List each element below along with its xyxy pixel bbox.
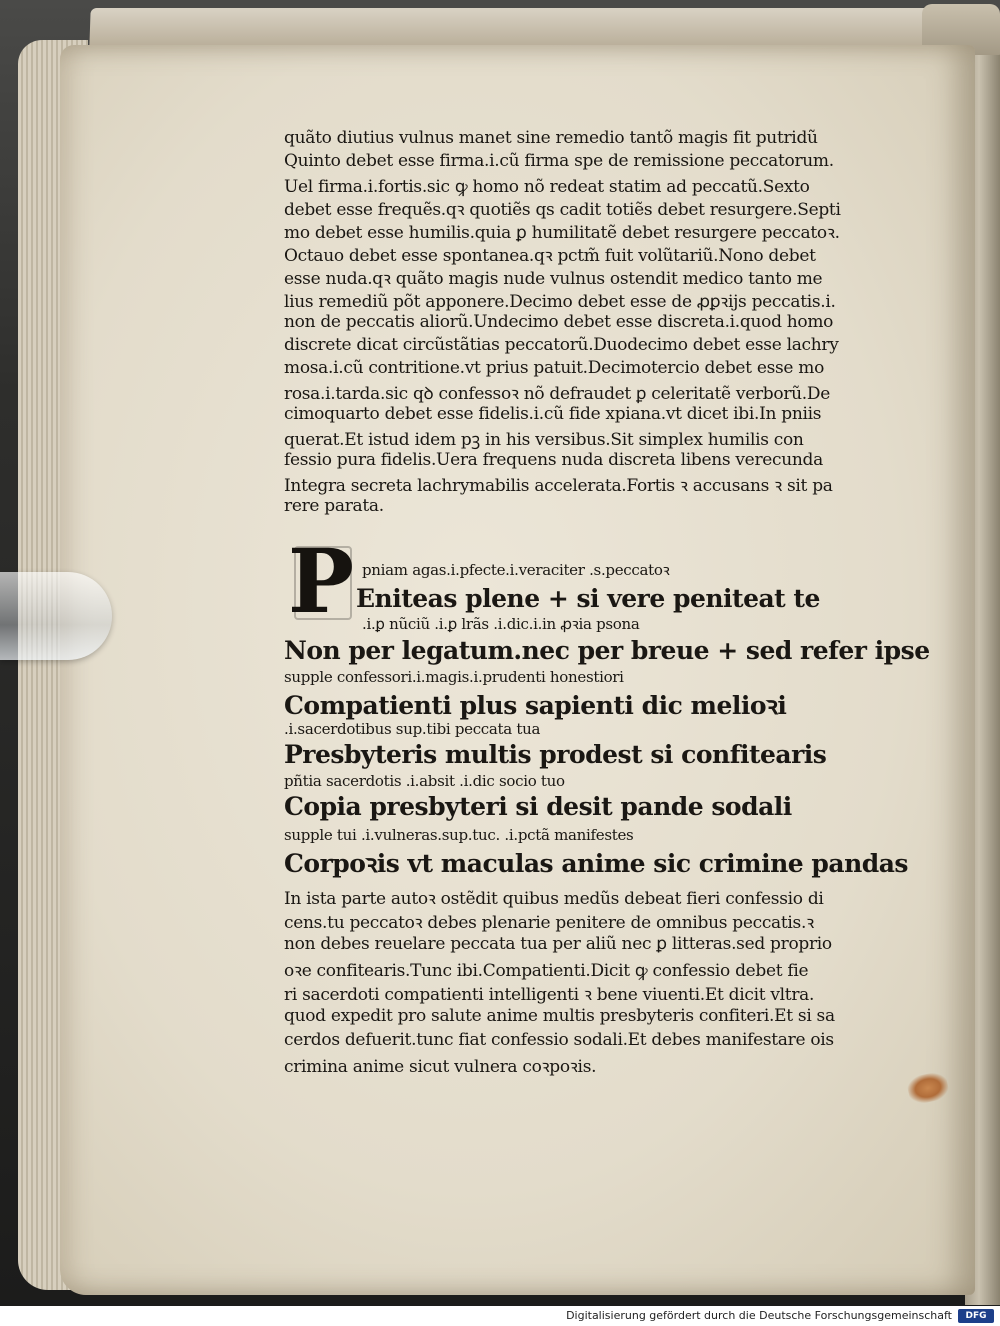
commentary-line: non de peccatis aliorũ.Undecimo debet esse discreta.i.quod homo	[284, 312, 834, 332]
footer-bar	[0, 1306, 1000, 1326]
commentary-line: rere parata.	[284, 496, 384, 516]
exposition-line: crimina anime sicut vulnera coꝛpoꝛis.	[284, 1057, 597, 1077]
commentary-line: Octauo debet esse spontanea.qꝛ pctm̃ fuit volũtariũ.Nono debet	[284, 246, 816, 266]
verse-line: Copia presbyteri si desit pande sodali	[284, 792, 792, 821]
commentary-line: mosa.i.cũ contritione.vt prius patuit.Decimotercio debet esse mo	[284, 358, 825, 378]
commentary-line: esse nuda.qꝛ quãto magis nude vulnus ostendit medico tanto me	[284, 269, 823, 289]
exposition-line: non debes reuelare peccata tua per aliũ nec ꝑ litteras.sed proprio	[284, 934, 832, 954]
footer-credit: Digitalisierung gefördert durch die Deutsche Forschungsgemeinschaft	[566, 1309, 952, 1322]
verse-gloss: .i.ꝑ nũciũ .i.ꝑ lrãs .i.dic.i.in ꝓꝛia psona	[362, 615, 640, 633]
commentary-line: querat.Et istud idem pꝫ in his versibus.Sit simplex humilis con	[284, 430, 804, 450]
exposition-line: ri sacerdoti compatienti intelligenti ꝛ bene viuenti.Et dicit vltra.	[284, 985, 815, 1005]
dfg-logo-icon: DFG	[958, 1309, 994, 1323]
verse-line: Presbyteris multis prodest si confitearis	[284, 740, 827, 769]
commentary-line: rosa.i.tarda.sic qꝺ confessoꝛ nõ defraudet ꝑ celeritatẽ verborũ.De	[284, 384, 830, 404]
exposition-line: In ista parte autoꝛ ostẽdit quibus medũs debeat fieri confessio di	[284, 889, 824, 909]
commentary-line: debet esse frequẽs.qꝛ quotiẽs qs cadit totiẽs debet resurgere.Septi	[284, 200, 841, 220]
commentary-line: Quinto debet esse firma.i.cũ firma spe de remissione peccatorum.	[284, 151, 834, 171]
exposition-line: cens.tu peccatoꝛ debes plenarie penitere de omnibus peccatis.ꝛ	[284, 913, 814, 933]
verse-gloss: supple confessori.i.magis.i.prudenti honestiori	[284, 668, 624, 686]
verse-line: Corpoꝛis vt maculas anime sic crimine pandas	[284, 849, 908, 878]
commentary-line: discrete dicat circũstãtias peccatorũ.Duodecimo debet esse lachry	[284, 335, 839, 355]
verse-line: Eniteas plene + si vere peniteat te	[356, 584, 820, 613]
verse-line: Compatienti plus sapienti dic melioꝛi	[284, 691, 787, 720]
commentary-line: cimoquarto debet esse fidelis.i.cũ fide xpiana.vt dicet ibi.In pniis	[284, 404, 822, 424]
verse-line: Non per legatum.nec per breue + sed refer ipse	[284, 636, 930, 665]
commentary-line: mo debet esse humilis.quia ꝑ humilitatẽ debet resurgere peccatoꝛ.	[284, 223, 840, 243]
verse-gloss: .i.sacerdotibus sup.tibi peccata tua	[284, 720, 541, 738]
exposition-line: cerdos defuerit.tunc fiat confessio sodali.Et debes manifestare ois	[284, 1030, 834, 1050]
verse-gloss: supple tui .i.vulneras.sup.tuc. .i.pctã manifestes	[284, 826, 634, 844]
exposition-line: oꝛe confitearis.Tunc ibi.Compatienti.Dicit ꝙ confessio debet fie	[284, 961, 809, 981]
commentary-line: Integra secreta lachrymabilis accelerata.Fortis ꝛ accusans ꝛ sit pa	[284, 476, 833, 496]
exposition-line: quod expedit pro salute anime multis presbyteris confiteri.Et si sa	[284, 1006, 835, 1026]
page-clip	[0, 572, 112, 660]
commentary-line: lius remediũ põt apponere.Decimo debet esse de ꝓꝑꝛijs peccatis.i.	[284, 292, 836, 312]
book-cover-top	[89, 8, 970, 48]
verse-gloss: pniam agas.i.pfecte.i.veraciter .s.peccatoꝛ	[362, 561, 670, 579]
commentary-line: Uel firma.i.fortis.sic ꝙ homo nõ redeat statim ad peccatũ.Sexto	[284, 177, 810, 197]
commentary-line: quãto diutius vulnus manet sine remedio tantõ magis fit putridũ	[284, 128, 818, 148]
commentary-line: fessio pura fidelis.Uera frequens nuda discreta libens verecunda	[284, 450, 823, 470]
verse-gloss: pñtia sacerdotis .i.absit .i.dic socio tuo	[284, 772, 565, 790]
decorated-initial: P	[287, 529, 355, 633]
